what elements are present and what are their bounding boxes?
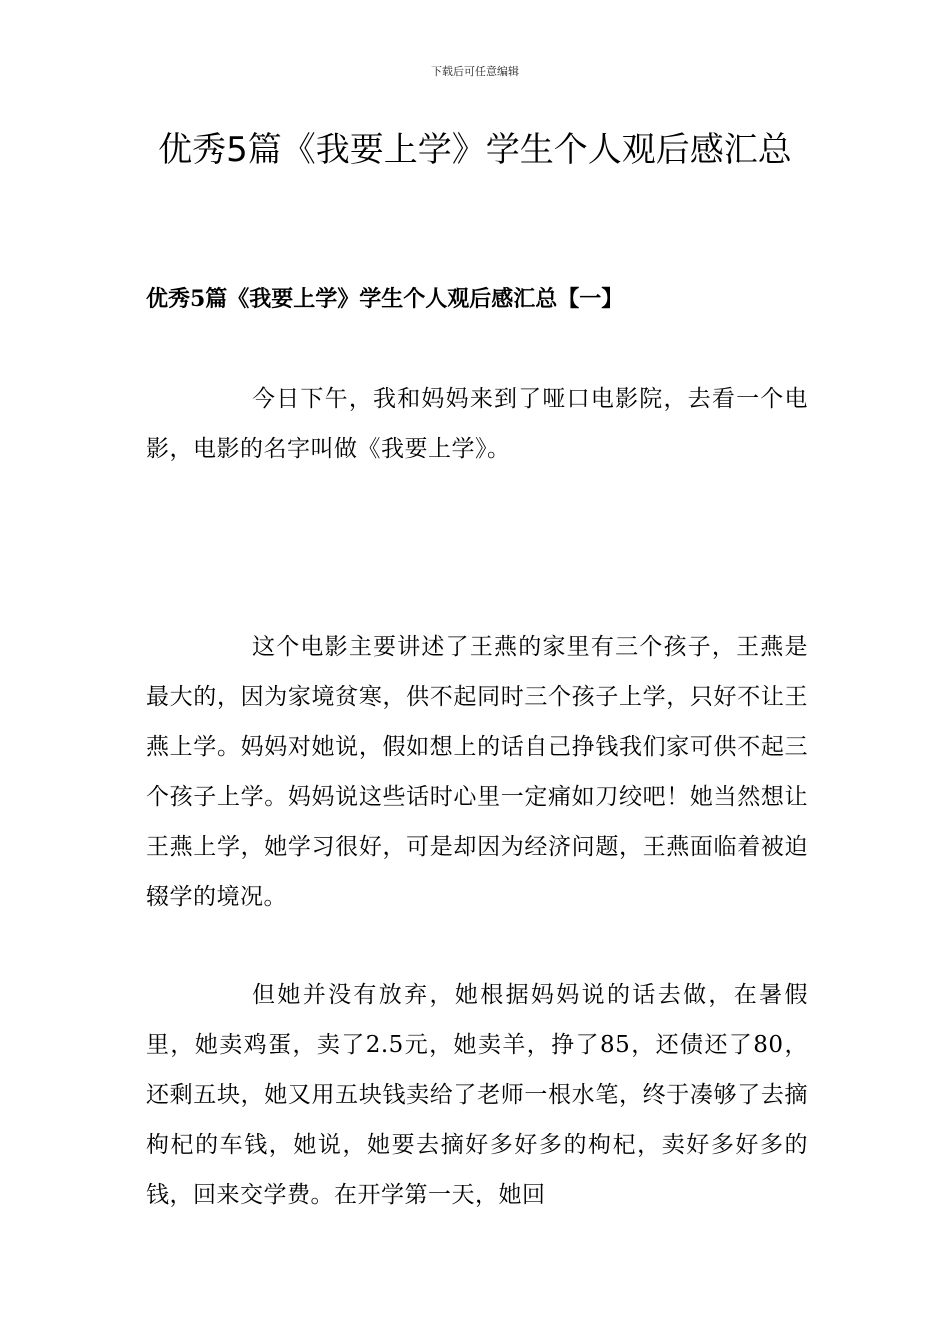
paragraph-2: 这个电影主要讲述了王燕的家里有三个孩子，王燕是最大的，因为家境贫寒，供不起同时三个孩子上学，只好不让王燕上学。妈妈对她说，假如想上的话自己挣钱我们家可供不起三个孩子上学。妈妈说这些话时心里一定痛如刀绞吧！她当然想让王燕上学，她学习很好，可是却因为经济问题，王燕面临着被迫辍学的境况。	[146, 634, 808, 910]
section-heading: 优秀5篇《我要上学》学生个人观后感汇总【一】	[146, 286, 624, 312]
document-title: 优秀5篇《我要上学》学生个人观后感汇总	[158, 130, 792, 170]
paragraph-1: 今日下午，我和妈妈来到了哑口电影院，去看一个电影，电影的名字叫做《我要上学》。	[146, 386, 808, 462]
header-note: 下载后可任意编辑	[431, 65, 519, 78]
paragraph-3: 但她并没有放弃，她根据妈妈说的话去做，在暑假里，她卖鸡蛋，卖了2.5元，她卖羊，挣了85，还债还了80，还剩五块，她又用五块钱卖给了老师一根水笔，终于凑够了去摘枸杞的车钱，她说，她要去摘好多好多的枸杞，卖好多好多的钱，回来交学费。在开学第一天，她回	[146, 982, 808, 1208]
